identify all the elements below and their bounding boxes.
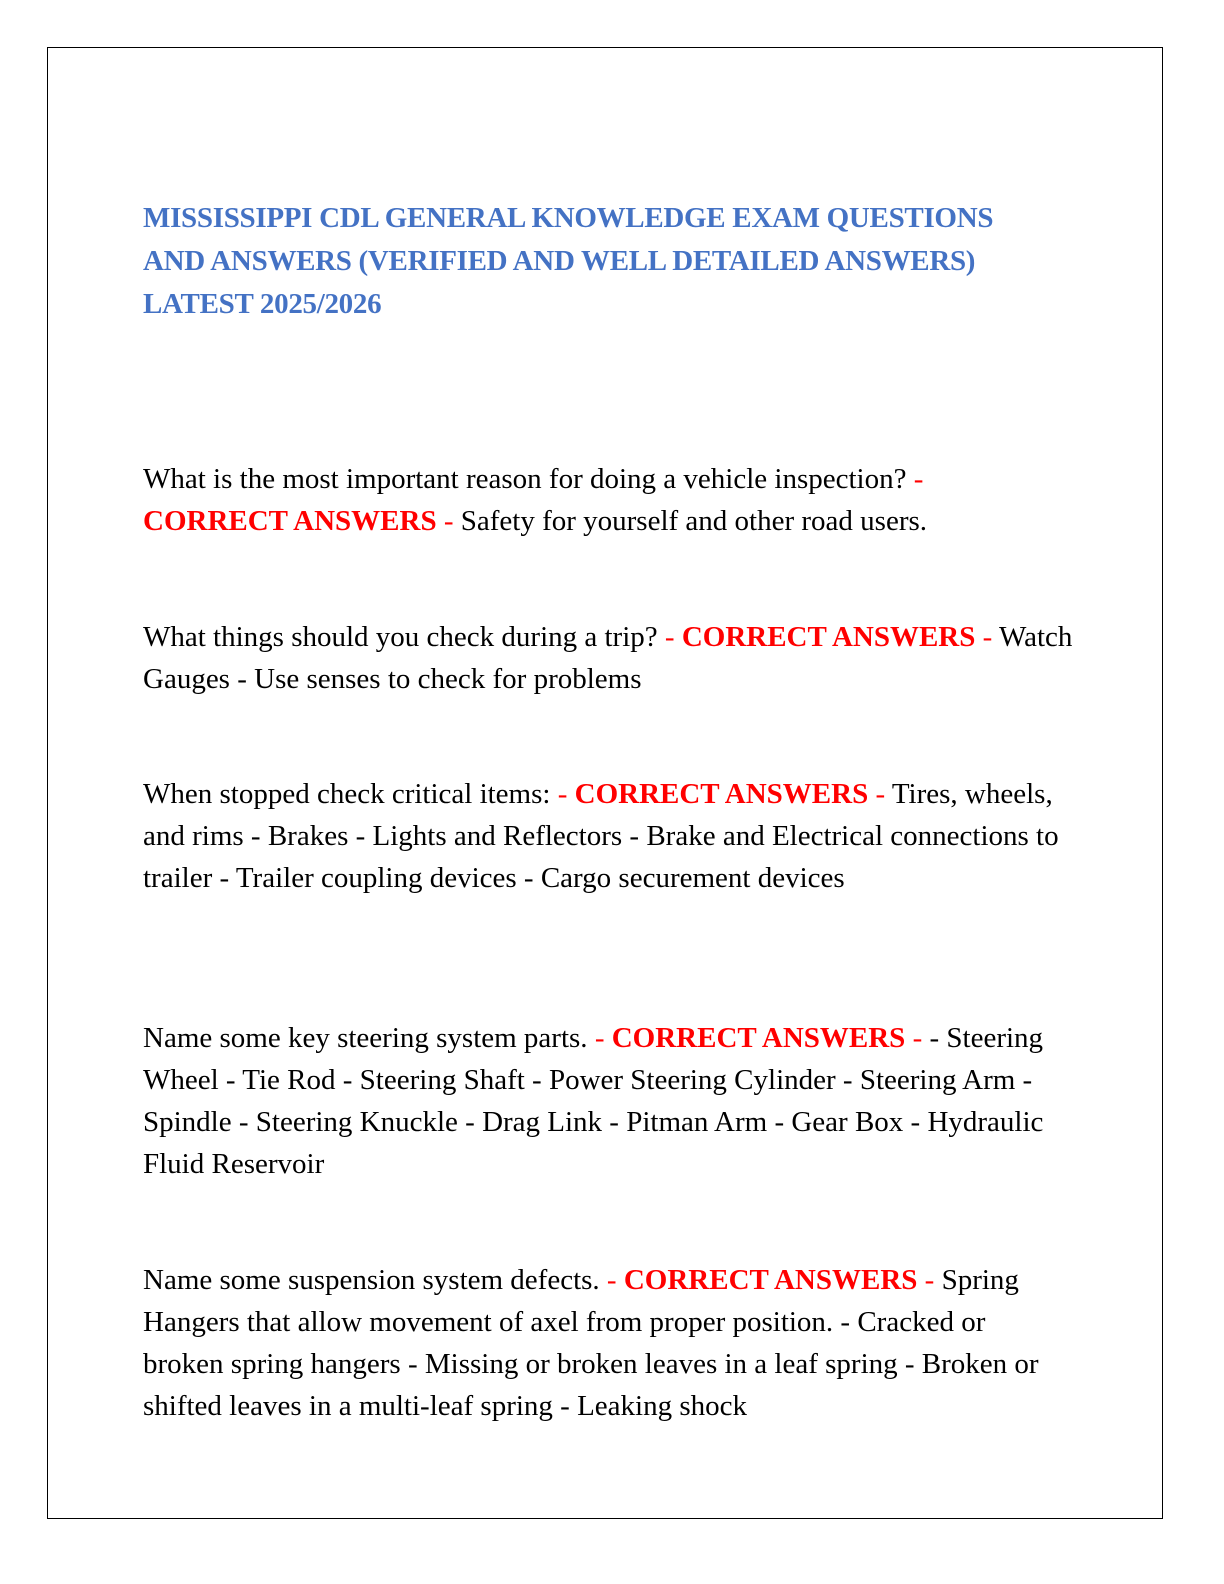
- separator: -: [906, 463, 924, 495]
- question-text: Name some key steering system parts.: [143, 1022, 588, 1054]
- separator: -: [599, 1264, 624, 1296]
- separator: -: [905, 1022, 930, 1054]
- separator: -: [550, 778, 575, 810]
- question-text: What is the most important reason for doing a vehicle inspection?: [143, 463, 907, 495]
- qa-item: [143, 458, 1073, 542]
- answer-label: CORRECT ANSWERS: [574, 778, 869, 810]
- qa-item: [143, 1259, 1073, 1427]
- answer-text: Tires, wheels, and rims - Brakes - Lights and Reflectors - Brake and Electrical connections to trailer - Trailer coupling devices - Cargo securement devices: [143, 778, 1059, 894]
- document-title: MISSISSIPPI CDL GENERAL KNOWLEDGE EXAM QUESTIONS AND ANSWERS (VERIFIED AND WELL DETAILED ANSWERS) LATEST 2025/2026: [143, 202, 994, 320]
- answer-text: - Steering Wheel - Tie Rod - Steering Shaft - Power Steering Cylinder - Steering Arm - Spindle - Steering Knuckle - Drag Link - Pitman Arm - Gear Box - Hydraulic Fluid Reservoir: [143, 1022, 1044, 1180]
- question-text: What things should you check during a trip?: [143, 621, 658, 653]
- qa-item: [143, 773, 1073, 899]
- answer-text: Watch Gauges - Use senses to check for problems: [143, 621, 1073, 695]
- answer-text: Spring Hangers that allow movement of axel from proper position. - Cracked or broken spring hangers - Missing or broken leaves in a leaf spring - Broken or shifted leaves in a multi-leaf spring - Leaking shock: [143, 1264, 1039, 1422]
- separator: -: [917, 1264, 942, 1296]
- separator: -: [868, 778, 892, 810]
- separator: -: [657, 621, 682, 653]
- qa-item: [143, 616, 1073, 700]
- question-text: Name some suspension system defects.: [143, 1264, 600, 1296]
- separator: -: [975, 621, 1000, 653]
- answer-label: CORRECT ANSWERS: [681, 621, 976, 653]
- answer-label: CORRECT ANSWERS: [611, 1022, 906, 1054]
- question-text: When stopped check critical items:: [143, 778, 551, 810]
- qa-item: [143, 1017, 1073, 1185]
- separator: -: [436, 505, 461, 537]
- answer-label: CORRECT ANSWERS: [143, 505, 437, 537]
- answer-label: CORRECT ANSWERS: [623, 1264, 918, 1296]
- separator: -: [587, 1022, 612, 1054]
- answer-text: Safety for yourself and other road users.: [460, 505, 928, 537]
